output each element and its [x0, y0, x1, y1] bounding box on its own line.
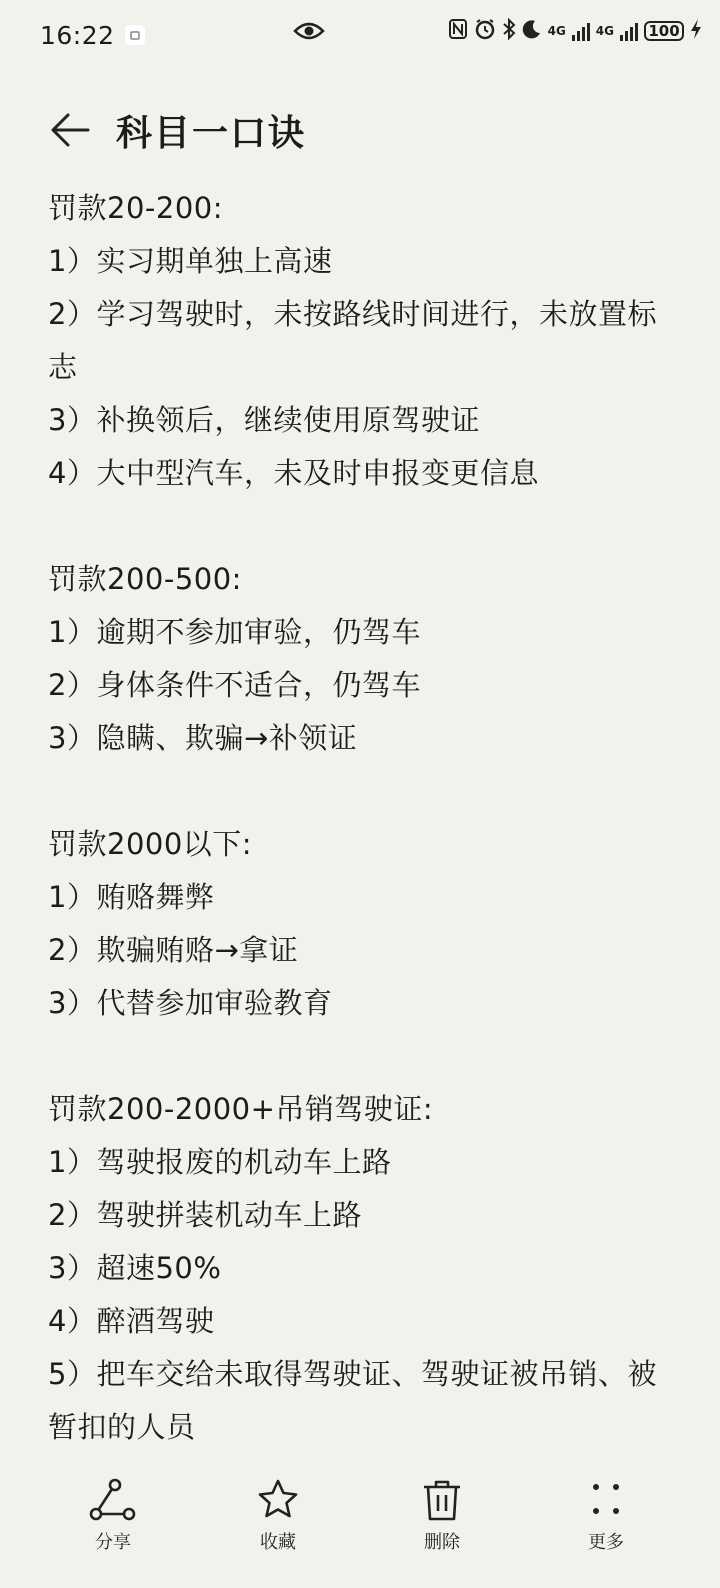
nfc-icon	[448, 18, 468, 43]
note-line: 罚款200-2000+吊销驾驶证:	[48, 1092, 434, 1126]
note-line: 1）逾期不参加审验，仍驾车	[48, 615, 421, 649]
blank-line	[48, 765, 678, 818]
network-label-1: 4G	[547, 23, 566, 38]
note-line: 2）身体条件不适合，仍驾车	[48, 668, 421, 702]
bluetooth-icon	[502, 18, 516, 43]
note-line: 罚款20-200:	[48, 191, 223, 225]
more-dots-icon	[582, 1478, 630, 1522]
alarm-icon	[474, 18, 496, 43]
network-label-2: 4G	[595, 23, 614, 38]
back-arrow-icon[interactable]	[48, 108, 92, 152]
note-body[interactable]	[48, 182, 678, 1454]
note-line: 3）隐瞒、欺骗→补领证	[48, 721, 358, 755]
share-label: 分享	[95, 1532, 131, 1553]
page-header	[48, 95, 306, 165]
status-bar	[0, 0, 720, 70]
share-icon	[89, 1478, 137, 1522]
note-line: 罚款2000以下:	[48, 827, 253, 861]
note-line: 3）补换领后，继续使用原驾驶证	[48, 403, 480, 437]
do-not-disturb-moon-icon	[522, 19, 542, 42]
page-title: 科目一口诀	[116, 112, 307, 154]
share-button[interactable]	[58, 1478, 168, 1554]
favorite-label: 收藏	[260, 1532, 296, 1553]
blank-line	[48, 1030, 678, 1083]
eye-comfort-icon	[293, 20, 325, 46]
signal-icon-1	[572, 21, 590, 41]
note-line: 4）醉酒驾驶	[48, 1304, 215, 1338]
delete-label: 删除	[424, 1532, 460, 1553]
note-line: 1）实习期单独上高速	[48, 244, 333, 278]
blank-line	[48, 500, 678, 553]
note-line: 1）驾驶报废的机动车上路	[48, 1145, 392, 1179]
signal-icon-2	[620, 21, 638, 41]
charging-icon	[690, 18, 702, 43]
note-line: 5）把车交给未取得驾驶证、驾驶证被吊销、被暂扣的人员	[48, 1357, 657, 1444]
more-label: 更多	[588, 1532, 624, 1553]
status-icons	[448, 18, 702, 43]
status-time: 16:22	[40, 20, 115, 50]
delete-button[interactable]	[387, 1478, 497, 1554]
note-line: 2）欺骗贿赂→拿证	[48, 933, 299, 967]
note-line: 2）学习驾驶时，未按路线时间进行，未放置标志	[48, 297, 657, 384]
favorite-button[interactable]	[223, 1478, 333, 1554]
bottom-action-bar	[0, 1468, 720, 1588]
note-line: 3）代替参加审验教育	[48, 986, 333, 1020]
battery-indicator: 100	[644, 21, 684, 41]
star-icon	[254, 1478, 302, 1522]
note-line: 4）大中型汽车，未及时申报变更信息	[48, 456, 539, 490]
note-line: 1）贿赂舞弊	[48, 880, 215, 914]
trash-icon	[418, 1478, 466, 1522]
note-line: 2）驾驶拼装机动车上路	[48, 1198, 362, 1232]
app-notification-icon	[125, 25, 145, 45]
more-button[interactable]	[551, 1478, 661, 1554]
note-line: 罚款200-500:	[48, 562, 242, 596]
note-line: 3）超速50%	[48, 1251, 222, 1285]
